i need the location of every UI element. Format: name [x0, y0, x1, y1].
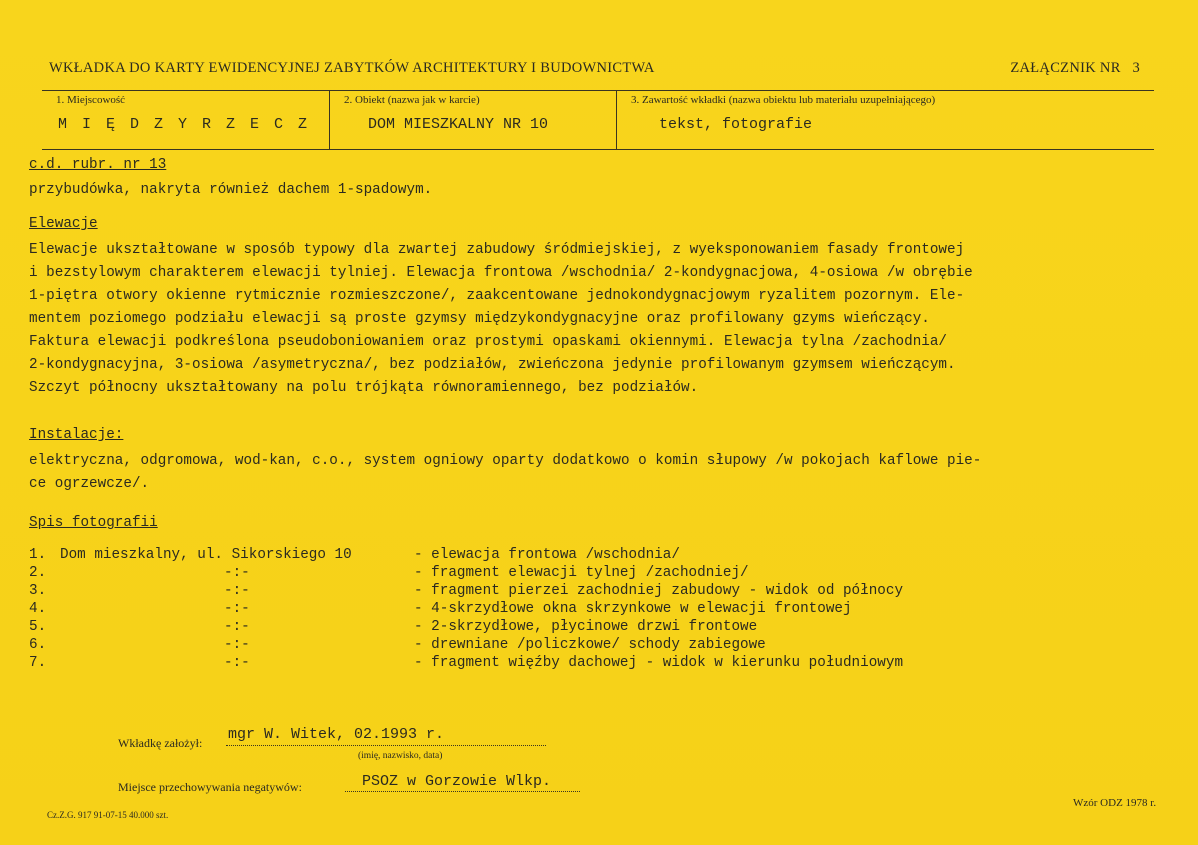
installations-line: ce ogrzewcze/.	[29, 476, 150, 492]
photo-description: - 2-skrzydłowe, płycinowe drzwi frontowe	[414, 619, 758, 635]
photo-number: 3.	[29, 583, 47, 599]
elevations-line: Faktura elewacji podkreślona pseudoboniowaniem oraz prostymi opaskami okiennymi. Elewacja tylna /zachodnia/	[29, 334, 948, 350]
elevations-line: mentem poziomego podziału elewacji są proste gzymsy międzykondygnacyjne oraz profilowany gzyms wieńczący.	[29, 311, 930, 327]
photo-description: - fragment pierzei zachodniej zabudowy - widok od północy	[414, 583, 904, 599]
photo-description: - fragment więźby dachowej - widok w kierunku południowym	[414, 655, 904, 671]
photo-description: - elewacja frontowa /wschodnia/	[414, 547, 680, 563]
field-object-value: DOM MIESZKALNY NR 10	[368, 116, 549, 133]
elevations-line: 2-kondygnacyjna, 3-osiowa /asymetryczna/, bez podziałów, zwieńczona jedynie profilowanym gzymsem wieńczącym.	[29, 357, 956, 373]
field-locality-value: M I Ę D Z Y R Z E C Z	[58, 116, 311, 133]
continuation-text: przybudówka, nakryta również dachem 1-spadowym.	[29, 182, 433, 198]
founder-value: mgr W. Witek, 02.1993 r.	[228, 726, 445, 743]
form-title: WKŁADKA DO KARTY EWIDENCYJNEJ ZABYTKÓW ARCHITEKTURY I BUDOWNICTWA	[49, 60, 655, 76]
photo-number: 6.	[29, 637, 47, 653]
installations-line: elektryczna, odgromowa, wod-kan, c.o., system ogniowy oparty dodatkowo o komin słupowy /w pokojach kaflowe pie-	[29, 453, 982, 469]
photo-number: 2.	[29, 565, 47, 581]
photo-location: -:-	[224, 619, 250, 635]
annex-number: ZAŁĄCZNIK NR 3	[1010, 60, 1140, 76]
photo-location: -:-	[224, 565, 250, 581]
photo-location: -:-	[224, 655, 250, 671]
field-locality	[42, 91, 329, 149]
founder-dotted-line	[226, 745, 546, 746]
founder-label: Wkładkę założył:	[118, 736, 203, 750]
photo-location: -:-	[224, 637, 250, 653]
photo-location: Dom mieszkalny, ul. Sikorskiego 10	[60, 547, 352, 563]
photo-description: - 4-skrzydłowe okna skrzynkowe w elewacji frontowej	[414, 601, 852, 617]
print-info: Cz.Z.G. 917 91-07-15 40.000 szt.	[47, 810, 169, 820]
photo-description: - fragment elewacji tylnej /zachodniej/	[414, 565, 749, 581]
field-object-label: 2. Obiekt (nazwa jak w karcie)	[344, 94, 480, 106]
photo-number: 5.	[29, 619, 47, 635]
header-fields	[42, 90, 1154, 150]
storage-label: Miejsce przechowywania negatywów:	[118, 780, 302, 794]
storage-value: PSOZ w Gorzowie Wlkp.	[362, 773, 552, 790]
photo-description: - drewniane /policzkowe/ schody zabiegowe	[414, 637, 766, 653]
field-object	[329, 91, 617, 149]
continuation-heading: c.d. rubr. nr 13	[29, 157, 167, 173]
storage-dotted-line	[345, 791, 580, 792]
field-content-label: 3. Zawartość wkładki (nazwa obiektu lub materiału uzupełniającego)	[631, 94, 936, 106]
photo-number: 1.	[29, 547, 47, 563]
field-locality-label: 1. Miejscowość	[56, 94, 126, 106]
field-content	[616, 91, 1155, 149]
photo-location: -:-	[224, 601, 250, 617]
elevations-heading: Elewacje	[29, 216, 98, 232]
photo-location: -:-	[224, 583, 250, 599]
elevations-line: 1-piętra otwory okienne rytmicznie rozmieszczone/, zaakcentowane jednokondygnacjowym ryzalitem pozornym. Ele-	[29, 288, 965, 304]
elevations-line: Elewacje ukształtowane w sposób typowy dla zwartej zabudowy śródmiejskiej, z wyeksponowaniem fasady frontowej	[29, 242, 965, 258]
elevations-line: Szczyt północny ukształtowany na polu trójkąta równoramiennego, bez podziałów.	[29, 380, 699, 396]
form-number: Wzór ODZ 1978 r.	[1073, 797, 1157, 809]
elevations-line: i bezstylowym charakterem elewacji tylniej. Elewacja frontowa /wschodnia/ 2-kondygnacjowa, 4-osiowa /w obrębie	[29, 265, 973, 281]
photos-heading: Spis fotografii	[29, 515, 158, 531]
photo-number: 4.	[29, 601, 47, 617]
photo-number: 7.	[29, 655, 47, 671]
founder-hint: (imię, nazwisko, data)	[358, 751, 443, 761]
installations-heading: Instalacje:	[29, 427, 124, 443]
field-content-value: tekst, fotografie	[659, 116, 813, 133]
